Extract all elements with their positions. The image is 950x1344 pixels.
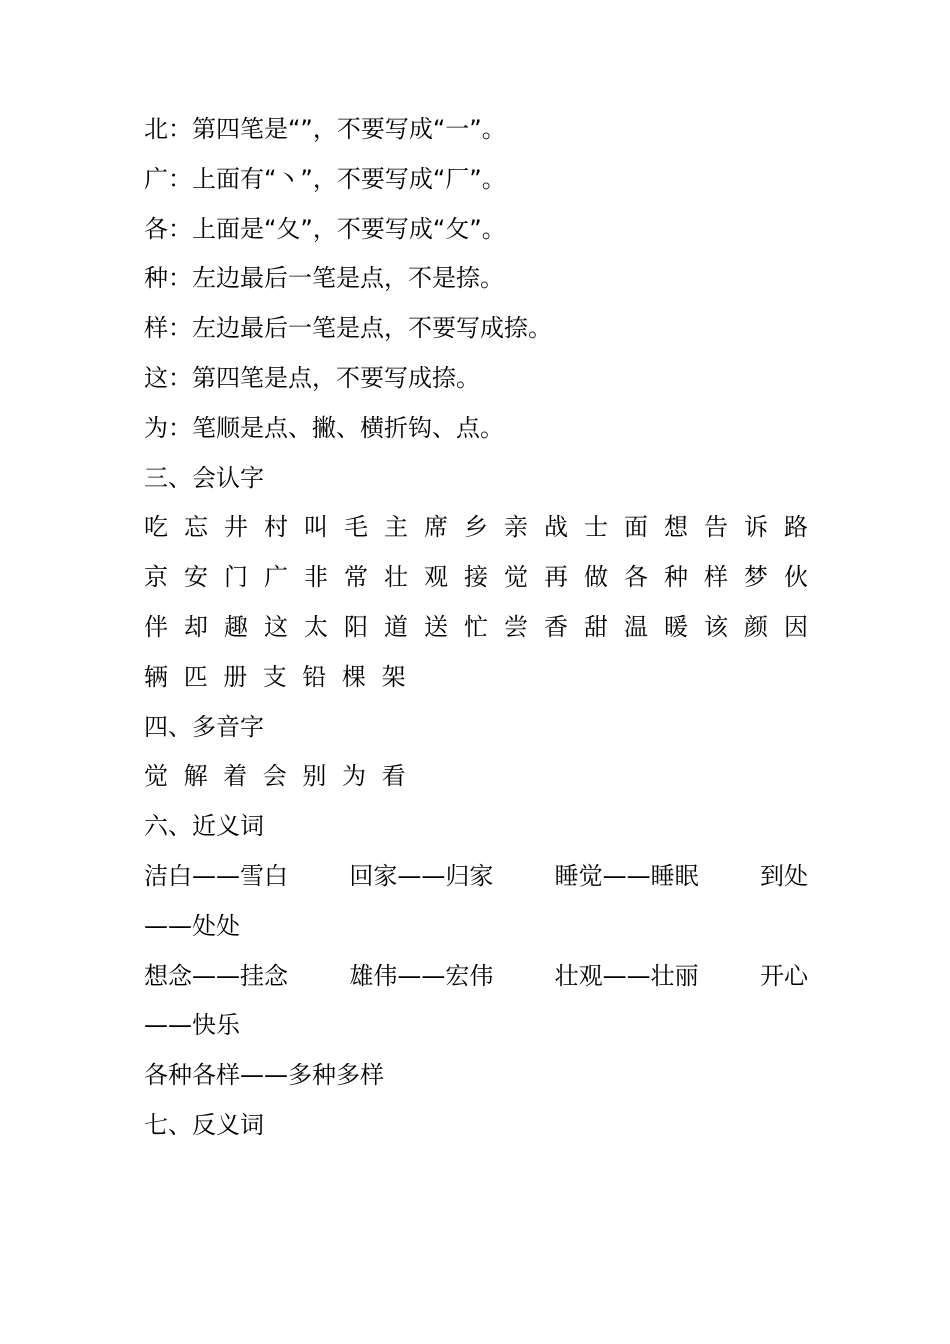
character: 告 [704, 513, 728, 542]
character: 伙 [784, 563, 808, 592]
character: 观 [424, 563, 448, 592]
character: 常 [344, 563, 368, 592]
synonym-pair: 到处 [759, 861, 808, 890]
stroke-note: 种：左边最后一笔是点，不是捺。 [144, 264, 504, 293]
recognize-chars-row [144, 553, 808, 603]
character: 觉 [144, 762, 168, 791]
section-heading-recognize: 三、会认字 [144, 463, 264, 492]
character: 忙 [464, 612, 488, 641]
synonym-pair: 雄伟——宏伟 [349, 961, 494, 990]
character: 看 [381, 762, 406, 791]
character: 解 [183, 762, 208, 791]
character: 广 [264, 563, 288, 592]
document-page [144, 105, 808, 1151]
synonym-row [144, 852, 808, 902]
character: 甜 [584, 612, 608, 641]
recognize-chars-row [144, 603, 808, 653]
character: 壮 [384, 563, 408, 592]
character: 非 [304, 563, 328, 592]
character: 送 [424, 612, 448, 641]
recognize-chars-row [144, 653, 808, 703]
character: 席 [424, 513, 448, 542]
character: 别 [302, 762, 327, 791]
synonym-pair: 壮观——壮丽 [554, 961, 699, 990]
character: 太 [304, 612, 328, 641]
character: 会 [262, 762, 287, 791]
character: 战 [544, 513, 568, 542]
character: 该 [704, 612, 728, 641]
synonym-wrap: ——处处 [144, 911, 240, 940]
character: 尝 [504, 612, 528, 641]
section-heading-polyphone: 四、多音字 [144, 712, 264, 741]
synonym-pair: 开心 [759, 961, 808, 990]
synonym-pair: 洁白——雪白 [144, 861, 288, 890]
character: 做 [584, 563, 608, 592]
character: 香 [544, 612, 568, 641]
character: 棵 [341, 662, 366, 691]
character: 接 [464, 563, 488, 592]
recognize-chars-row [144, 503, 808, 553]
character: 支 [262, 662, 287, 691]
character: 辆 [144, 662, 168, 691]
character: 因 [784, 612, 808, 641]
character: 村 [264, 513, 288, 542]
character: 着 [223, 762, 248, 791]
character: 架 [381, 662, 406, 691]
character: 毛 [344, 513, 368, 542]
character: 乡 [464, 513, 488, 542]
character: 叫 [304, 513, 328, 542]
stroke-note: 样：左边最后一笔是点，不要写成捺。 [144, 314, 552, 343]
polyphone-chars-row [144, 752, 808, 802]
character: 想 [664, 513, 688, 542]
character: 路 [784, 513, 808, 542]
character: 册 [223, 662, 248, 691]
synonym-pair: 想念——挂念 [144, 961, 288, 990]
section-heading-synonyms: 六、近义词 [144, 812, 264, 841]
stroke-note: 各：上面是“夂”，不要写成“攵”。 [144, 214, 506, 243]
character: 诉 [744, 513, 768, 542]
character: 颜 [744, 612, 768, 641]
character: 道 [384, 612, 408, 641]
character: 京 [144, 563, 168, 592]
character: 亲 [504, 513, 528, 542]
character: 暖 [664, 612, 688, 641]
character: 忘 [184, 513, 208, 542]
synonym-pair: 回家——归家 [349, 861, 494, 890]
character: 伴 [144, 612, 168, 641]
character: 趣 [224, 612, 248, 641]
character: 各 [624, 563, 648, 592]
synonym-wrap: ——快乐 [144, 1011, 240, 1040]
character: 门 [224, 563, 248, 592]
character: 梦 [744, 563, 768, 592]
character: 阳 [344, 612, 368, 641]
stroke-note: 广：上面有“丶”，不要写成“厂”。 [144, 164, 506, 193]
character: 面 [624, 513, 648, 542]
character: 士 [584, 513, 608, 542]
stroke-note: 这：第四笔是点，不要写成捺。 [144, 363, 480, 392]
character: 这 [264, 612, 288, 641]
character: 铅 [302, 662, 327, 691]
character: 匹 [183, 662, 208, 691]
character: 井 [224, 513, 248, 542]
synonym-pair: 睡觉——睡眠 [554, 861, 699, 890]
stroke-note: 为：笔顺是点、撇、横折钩、点。 [144, 413, 504, 442]
stroke-note: 北：第四笔是“”，不要写成“一”。 [144, 115, 506, 143]
section-heading-antonyms: 七、反义词 [144, 1110, 264, 1139]
character: 觉 [504, 563, 528, 592]
character: 样 [704, 563, 728, 592]
character: 吃 [144, 513, 168, 542]
character: 主 [384, 513, 408, 542]
character: 温 [624, 612, 648, 641]
character: 再 [544, 563, 568, 592]
synonym-row [144, 952, 808, 1002]
character: 种 [664, 563, 688, 592]
character: 安 [184, 563, 208, 592]
character: 为 [341, 762, 366, 791]
character: 却 [184, 612, 208, 641]
synonym-row: 各种各样——多种多样 [144, 1061, 384, 1090]
